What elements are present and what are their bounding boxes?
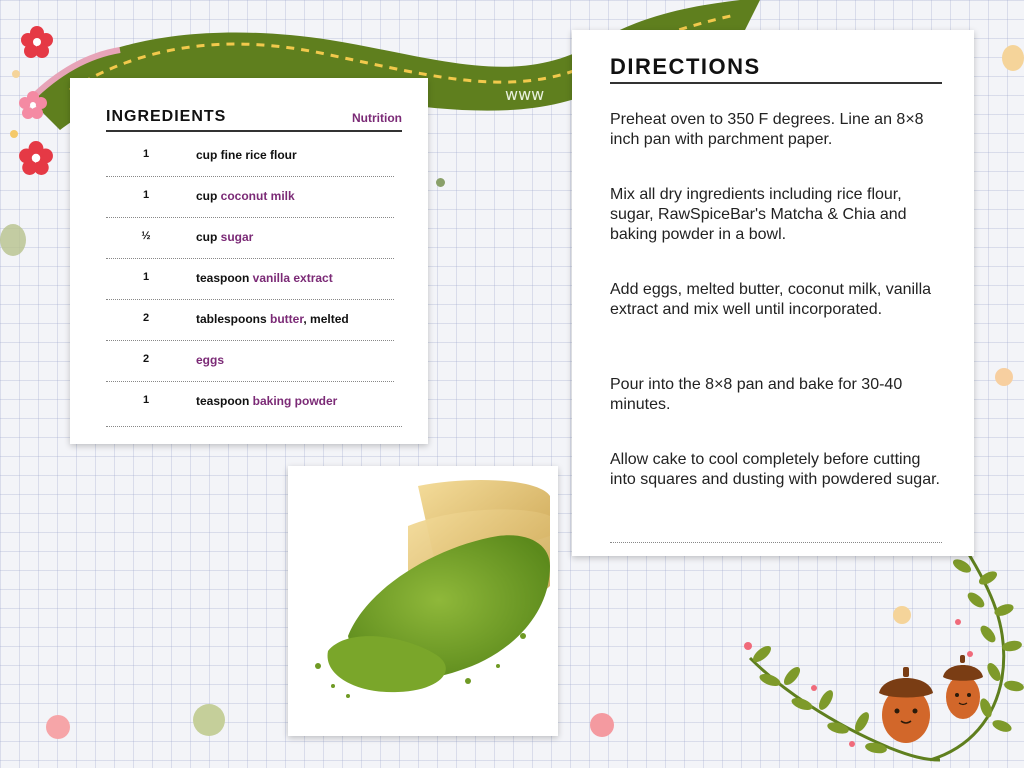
decor-dot: [12, 70, 20, 78]
direction-step-4: Pour into the 8×8 pan and bake for 30-40 minutes.: [610, 376, 903, 413]
ingredient-link-baking-powder[interactable]: baking powder: [252, 394, 338, 408]
ingredient-link-butter[interactable]: butter: [270, 312, 304, 326]
ingredient-amount: 1: [142, 148, 150, 160]
decor-dot: [193, 704, 225, 736]
decor-dot: [436, 178, 445, 187]
ingredient-amount: 1: [142, 271, 150, 283]
decor-dot: [10, 130, 18, 138]
ingredient-unit: tablespoons: [196, 312, 271, 326]
matcha-powder-scoop-photo: [288, 466, 558, 736]
ingredient-amount: 2: [142, 353, 150, 365]
direction-step-3: Add eggs, melted butter, coconut milk, vanilla extract and mix well until incorporated.: [610, 281, 932, 318]
ingredient-row: [106, 382, 394, 423]
decor-dot: [46, 715, 70, 739]
ingredient-row: [106, 218, 394, 259]
ingredient-unit: cup: [196, 230, 221, 244]
nutrition-link[interactable]: Nutrition: [352, 111, 402, 125]
ingredients-title: INGREDIENTS: [106, 108, 227, 125]
direction-step-5: Allow cake to cool completely before cutting into squares and dusting with powdered sugar.: [610, 451, 940, 488]
ingredient-amount: ½: [141, 230, 151, 242]
ingredient-text: [196, 353, 224, 367]
ingredient-unit: teaspoon: [196, 394, 253, 408]
decor-dot: [0, 224, 26, 256]
directions-title: DIRECTIONS: [610, 54, 761, 79]
ingredient-text: [196, 312, 349, 326]
direction-step-2: Mix all dry ingredients including rice flour, sugar, RawSpiceBar's Matcha & Chia and baking powder in a bowl.: [610, 186, 907, 243]
ingredient-amount: 1: [142, 189, 150, 201]
ingredient-unit: cup fine rice flour: [196, 148, 297, 162]
ingredient-text: [196, 394, 337, 408]
ingredient-suffix: , melted: [303, 312, 349, 326]
ingredient-row: [106, 136, 394, 177]
decor-dot: [995, 368, 1013, 386]
ingredient-row: [106, 259, 394, 300]
ingredient-text: [196, 148, 297, 162]
ingredients-card: [70, 78, 428, 444]
ingredients-list: [106, 136, 394, 423]
red-flower-icon: [18, 140, 54, 176]
ingredients-header: [106, 108, 402, 132]
ingredient-link-coconut-milk[interactable]: coconut milk: [220, 189, 295, 203]
svg-text:www: www: [505, 85, 545, 104]
ingredient-row: [106, 341, 394, 382]
decor-dot: [590, 713, 614, 737]
ingredient-text: [196, 271, 333, 285]
divider: [610, 542, 942, 543]
divider: [106, 426, 402, 427]
ingredient-link-sugar[interactable]: sugar: [220, 230, 254, 244]
ingredient-unit: teaspoon: [196, 271, 253, 285]
direction-step-1: Preheat oven to 350 F degrees. Line an 8×8 inch pan with parchment paper.: [610, 111, 924, 148]
acorn-icon: [875, 665, 937, 745]
ingredient-link-eggs[interactable]: eggs: [196, 353, 225, 367]
decor-dot: [1002, 45, 1024, 71]
pink-flower-icon: [18, 90, 48, 120]
red-flower-icon: [20, 25, 54, 59]
matcha-photo-illustration: [288, 466, 558, 736]
directions-header: [610, 54, 942, 84]
ingredient-amount: 2: [142, 312, 150, 324]
ingredient-link-vanilla-extract[interactable]: vanilla extract: [252, 271, 333, 285]
ingredient-unit: cup: [196, 189, 221, 203]
ingredient-row: [106, 300, 394, 341]
ingredient-text: [196, 230, 253, 244]
ingredient-amount: 1: [142, 394, 150, 406]
directions-card: [572, 30, 974, 556]
ingredient-row: [106, 177, 394, 218]
ingredient-text: [196, 189, 295, 203]
acorn-icon: [940, 655, 986, 721]
